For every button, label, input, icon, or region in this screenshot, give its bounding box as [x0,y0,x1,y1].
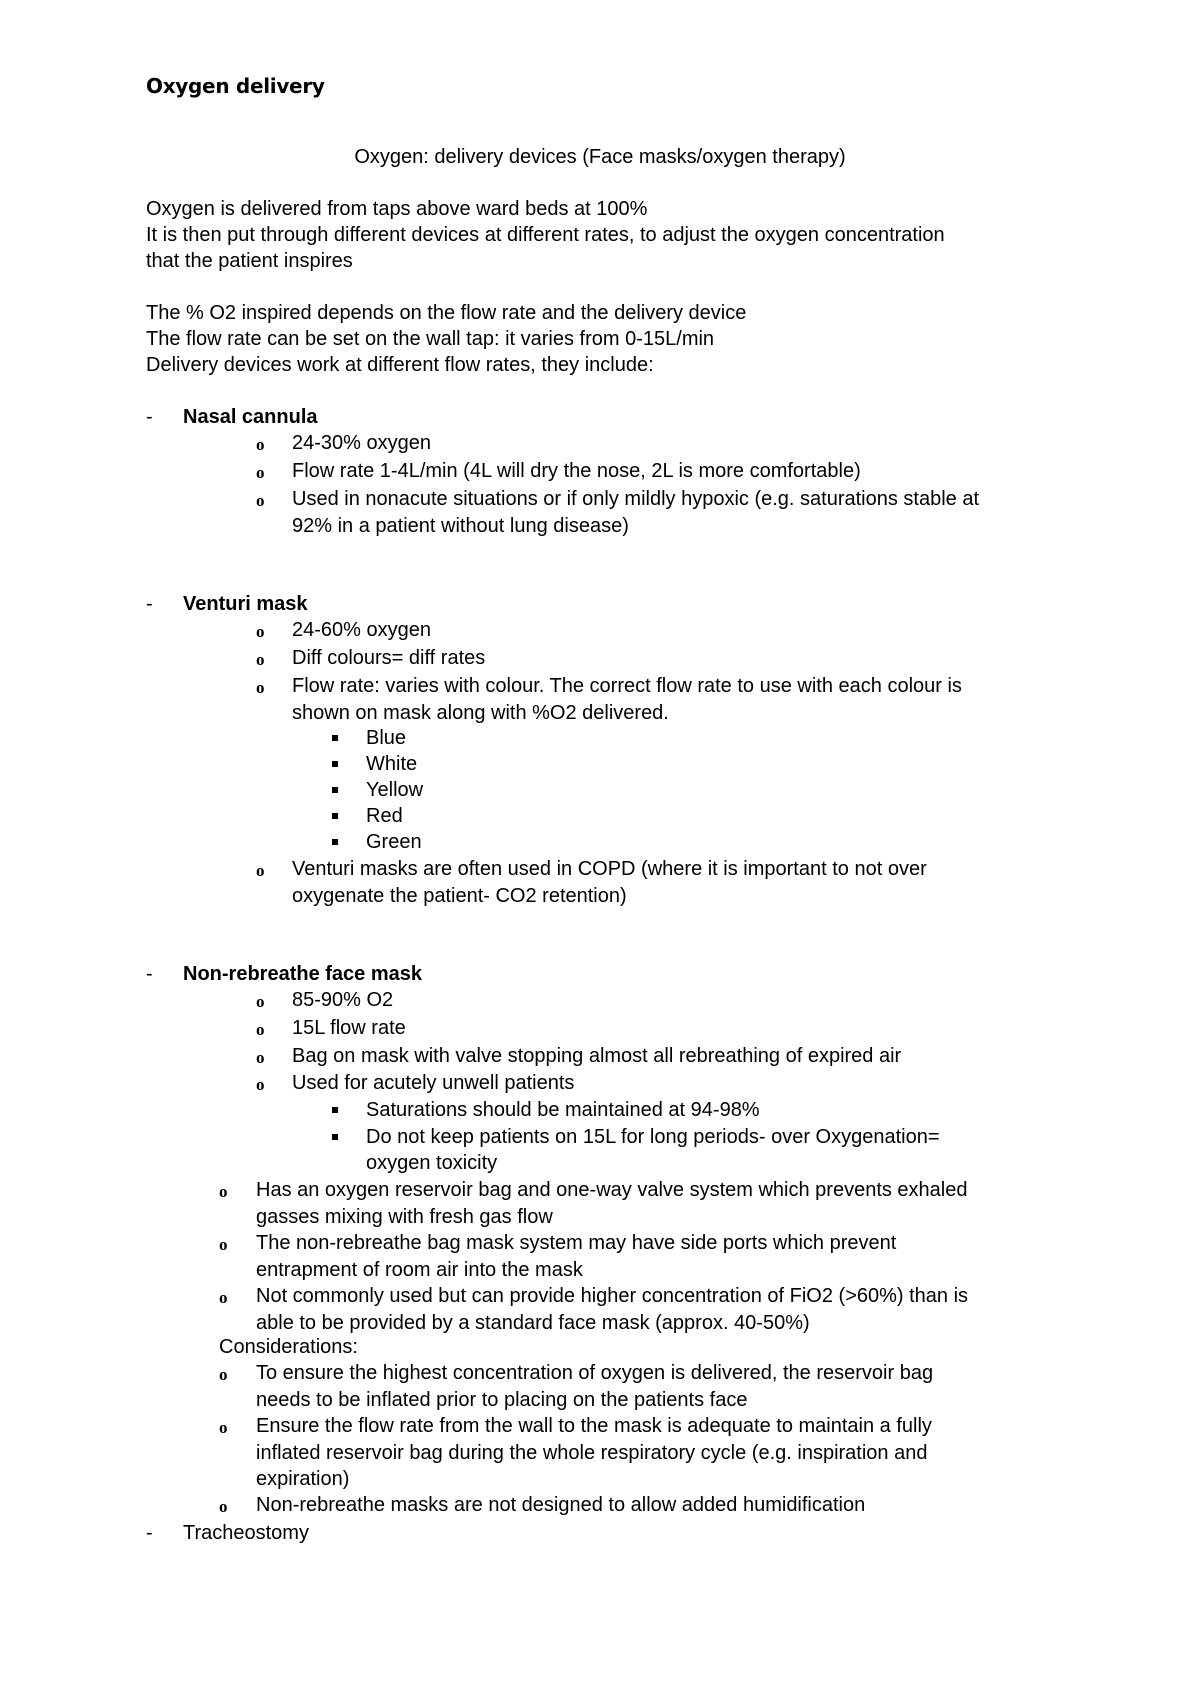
considerations-label: Considerations: [219,1336,358,1358]
section-heading-non-rebreathe-face-mask: Non-rebreathe face mask [183,963,422,985]
circle-bullet-icon: o [256,1075,265,1094]
circle-bullet-icon: o [219,1235,228,1254]
document-title: Oxygen delivery [146,74,325,98]
circle-bullet-icon: o [256,678,265,697]
list-item: Venturi masks are often used in COPD (where it is important to not over [292,858,927,880]
circle-bullet-icon: o [256,1048,265,1067]
list-item: Has an oxygen reservoir bag and one-way valve system which prevents exhaled [256,1179,968,1201]
flow-line: The flow rate can be set on the wall tap: it varies from 0-15L/min [146,328,715,350]
dash-bullet: - [146,963,153,985]
colour-item-blue: Blue [366,727,407,749]
circle-bullet-icon: o [219,1365,228,1384]
list-item-continued: 92% in a patient without lung disease) [292,515,629,537]
list-item: To ensure the highest concentration of oxygen is delivered, the reservoir bag [256,1362,934,1384]
square-bullet-icon [332,1107,338,1113]
list-item: 24-30% oxygen [292,432,431,454]
intro-line: It is then put through different devices at different rates, to adjust the oxygen concentration [146,224,945,246]
list-item: Diff colours= diff rates [292,647,486,669]
list-item: Flow rate: varies with colour. The correct flow rate to use with each colour is [292,675,962,697]
list-item: Bag on mask with valve stopping almost all rebreathing of expired air [292,1045,902,1067]
flow-line: The % O2 inspired depends on the flow rate and the delivery device [146,302,747,324]
circle-bullet-icon: o [256,1020,265,1039]
circle-bullet-icon: o [219,1497,228,1516]
circle-bullet-icon: o [256,435,265,454]
list-item: 24-60% oxygen [292,619,431,641]
circle-bullet-icon: o [256,491,265,510]
list-item: Ensure the flow rate from the wall to the mask is adequate to maintain a fully [256,1415,932,1437]
circle-bullet-icon: o [219,1418,228,1437]
list-item-continued: entrapment of room air into the mask [256,1259,583,1281]
flow-line: Delivery devices work at different flow rates, they include: [146,354,654,376]
list-item: Used for acutely unwell patients [292,1072,575,1094]
sub-list-item: Do not keep patients on 15L for long periods- over Oxygenation= [366,1126,940,1148]
square-bullet-icon [332,761,338,767]
list-item-continued: gasses mixing with fresh gas flow [256,1206,553,1228]
circle-bullet-icon: o [256,622,265,641]
list-item: Non-rebreathe masks are not designed to allow added humidification [256,1494,866,1516]
square-bullet-icon [332,839,338,845]
colour-item-white: White [366,753,418,775]
colour-item-yellow: Yellow [366,779,424,801]
colour-item-red: Red [366,805,403,827]
section-heading-nasal-cannula: Nasal cannula [183,406,318,428]
sub-list-item: Saturations should be maintained at 94-98% [366,1099,760,1121]
dash-bullet: - [146,406,153,428]
list-item-continued: needs to be inflated prior to placing on the patients face [256,1389,748,1411]
dash-bullet: - [146,1522,153,1544]
square-bullet-icon [332,1134,338,1140]
list-item-continued: oxygenate the patient- CO2 retention) [292,885,627,907]
list-item: 85-90% O2 [292,989,394,1011]
square-bullet-icon [332,735,338,741]
square-bullet-icon [332,787,338,793]
section-heading-tracheostomy: Tracheostomy [183,1522,309,1544]
list-item: 15L flow rate [292,1017,406,1039]
list-item-continued: shown on mask along with %O2 delivered. [292,702,669,724]
intro-line: Oxygen is delivered from taps above ward beds at 100% [146,198,648,220]
circle-bullet-icon: o [256,992,265,1011]
dash-bullet: - [146,593,153,615]
document-subtitle: Oxygen: delivery devices (Face masks/oxygen therapy) [354,146,846,168]
sub-list-item-continued: oxygen toxicity [366,1152,498,1174]
list-item: Flow rate 1-4L/min (4L will dry the nose, 2L is more comfortable) [292,460,861,482]
list-item-continued: inflated reservoir bag during the whole respiratory cycle (e.g. inspiration and [256,1442,928,1464]
colour-item-green: Green [366,831,422,853]
circle-bullet-icon: o [256,861,265,880]
list-item: Not commonly used but can provide higher concentration of FiO2 (>60%) than is [256,1285,969,1307]
section-heading-venturi-mask: Venturi mask [183,593,308,615]
list-item-continued: expiration) [256,1468,350,1490]
circle-bullet-icon: o [256,650,265,669]
intro-line: that the patient inspires [146,250,353,272]
circle-bullet-icon: o [219,1182,228,1201]
list-item-continued: able to be provided by a standard face mask (approx. 40-50%) [256,1312,810,1334]
square-bullet-icon [332,813,338,819]
circle-bullet-icon: o [256,463,265,482]
list-item: The non-rebreathe bag mask system may have side ports which prevent [256,1232,897,1254]
circle-bullet-icon: o [219,1288,228,1307]
list-item: Used in nonacute situations or if only mildly hypoxic (e.g. saturations stable at [292,488,980,510]
